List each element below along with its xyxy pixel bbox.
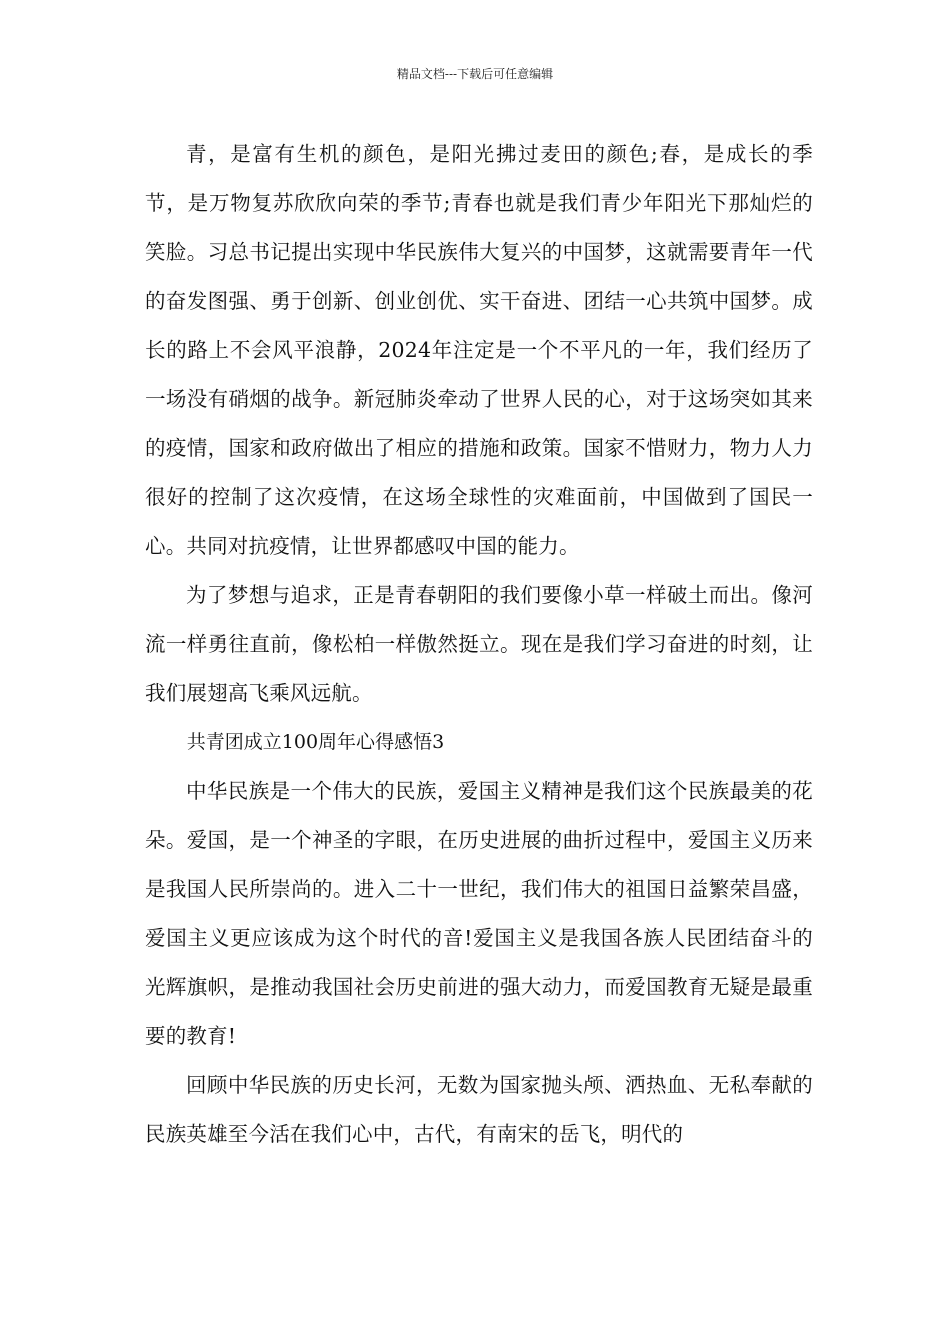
paragraph-2: 为了梦想与追求，正是青春朝阳的我们要像小草一样破土而出。像河流一样勇往直前，像松柏一样傲然挺立。现在是我们学习奋进的时刻，让我们展翅高飞乘风远航。 bbox=[145, 583, 813, 705]
section-heading: 共青团成立100周年心得感悟3 bbox=[186, 731, 445, 753]
page-header: 精品文档---下载后可任意编辑 bbox=[396, 67, 554, 81]
document-body bbox=[145, 130, 813, 1159]
paragraph-4: 回顾中华民族的历史长河，无数为国家抛头颅、洒热血、无私奉献的民族英雄至今活在我们心中，古代，有南宋的岳飞，明代的 bbox=[145, 1073, 813, 1146]
paragraph-1: 青，是富有生机的颜色，是阳光拂过麦田的颜色;春，是成长的季节，是万物复苏欣欣向荣的季节;青春也就是我们青少年阳光下那灿烂的笑脸。习总书记提出实现中华民族伟大复兴的中国梦，这就需要青年一代的奋发图强、勇于创新、创业创优、实干奋进、团结一心共筑中国梦。成长的路上不会风平浪静，2024年注定是一个不平凡的一年，我们经历了一场没有硝烟的战争。新冠肺炎牵动了世界人民的心，对于这场突如其来的疫情，国家和政府做出了相应的措施和政策。国家不惜财力，物力人力很好的控制了这次疫情，在这场全球性的灾难面前，中国做到了国民一心。共同对抗疫情，让世界都感叹中国的能力。 bbox=[145, 142, 813, 558]
paragraph-3: 中华民族是一个伟大的民族，爱国主义精神是我们这个民族最美的花朵。爱国，是一个神圣的字眼，在历史进展的曲折过程中，爱国主义历来是我国人民所崇尚的。进入二十一世纪，我们伟大的祖国日益繁荣昌盛，爱国主义更应该成为这个时代的音!爱国主义是我国各族人民团结奋斗的光辉旗帜，是推动我国社会历史前进的强大动力，而爱国教育无疑是最重要的教育! bbox=[145, 779, 813, 1048]
